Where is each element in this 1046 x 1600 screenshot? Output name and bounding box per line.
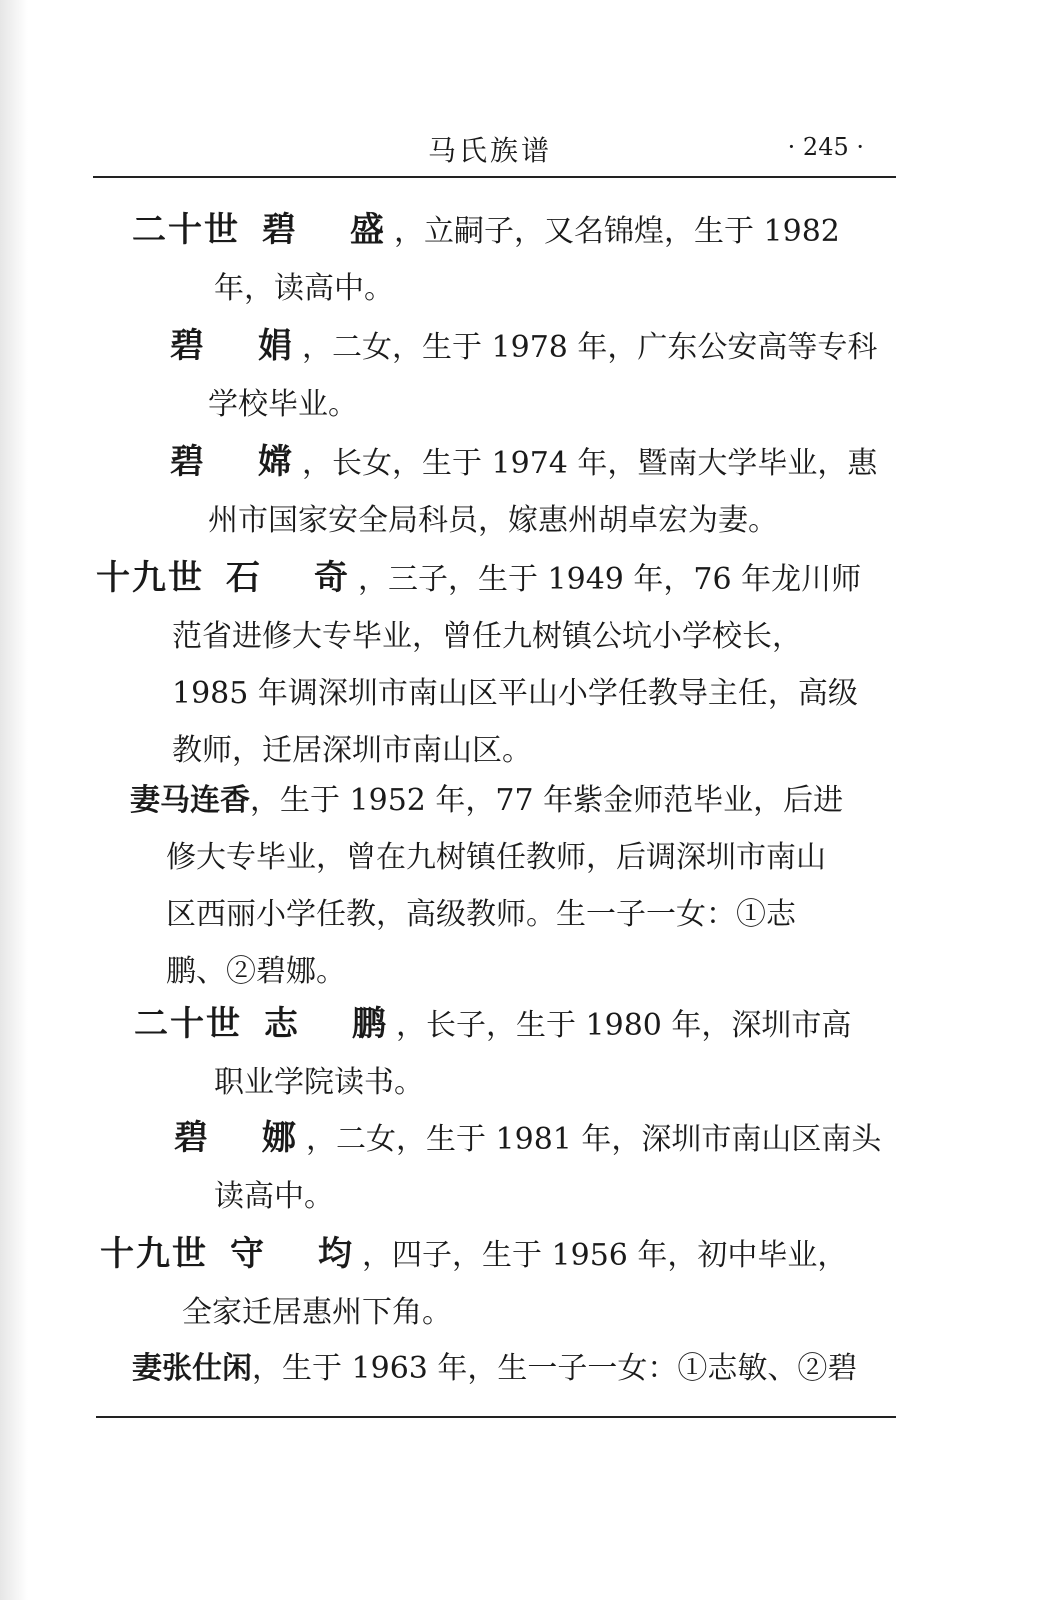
running-header: [96, 125, 896, 175]
person-name: 守 均: [230, 1234, 362, 1274]
generation-label: 二十世: [132, 210, 240, 250]
entry-text: ，二女，生于 1978 年，广东公安高等专科: [302, 330, 878, 365]
person-name: 碧 娜: [174, 1118, 306, 1158]
entry-text: ，四子，生于 1956 年，初中毕业，: [362, 1238, 848, 1273]
person-name: 碧 娟: [170, 326, 302, 366]
spouse-entry: [132, 1340, 896, 1397]
entry-text-continued: 鹏、②碧娜。: [166, 954, 346, 989]
entry-text-continued: 学校毕业。: [208, 387, 358, 422]
entry-text: ，长子，生于 1980 年，深圳市高: [396, 1008, 852, 1043]
entry-text: ，长女，生于 1974 年，暨南大学毕业，惠: [302, 446, 878, 481]
spouse-name: 妻马连香: [130, 783, 250, 818]
person-name: 石 奇: [226, 558, 358, 598]
entry-text-continued: 教师，迁居深圳市南山区。: [172, 733, 532, 768]
entry-text: ，立嗣子，又名锦煌，生于 1982: [394, 214, 840, 249]
generation-label: 十九世: [96, 558, 204, 598]
person-name: 碧 嫦: [170, 442, 302, 482]
person-name: 碧 盛: [262, 210, 394, 250]
genealogy-entry: [96, 550, 896, 779]
entry-text: ，三子，生于 1949 年，76 年龙川师: [358, 562, 862, 597]
entry-text-continued: 州市国家安全局科员，嫁惠州胡卓宏为妻。: [208, 503, 778, 538]
spouse-entry: [130, 772, 896, 1000]
entry-text-continued: 修大专毕业，曾在九树镇任教师，后调深圳市南山: [166, 840, 826, 875]
generation-label: 十九世: [100, 1234, 208, 1274]
genealogy-entry: [132, 202, 896, 317]
entry-text-continued: 区西丽小学任教，高级教师。生一子一女：①志: [166, 897, 796, 932]
person-name: 志 鹏: [264, 1004, 396, 1044]
genealogy-entry: [174, 1110, 896, 1225]
spouse-name: 妻张仕闲: [132, 1351, 252, 1386]
page-edge-shadow: [0, 0, 28, 1600]
entry-text-continued: 职业学院读书。: [214, 1065, 424, 1100]
page-number: · 245 ·: [787, 133, 864, 161]
entry-text: ，生于 1952 年，77 年紫金师范毕业，后进: [250, 783, 844, 818]
entry-text-continued: 范省进修大专毕业，曾任九树镇公坑小学校长，: [172, 619, 802, 654]
entry-text: ，生于 1963 年，生一子一女：①志敏、②碧: [252, 1351, 858, 1386]
entry-text-continued: 全家迁居惠州下角。: [182, 1295, 452, 1330]
entry-text-continued: 读高中。: [214, 1179, 334, 1214]
entry-text-continued: 年，读高中。: [214, 271, 394, 306]
genealogy-entry: [100, 1226, 896, 1341]
generation-label: 二十世: [134, 1004, 242, 1044]
genealogy-entry: [134, 996, 896, 1111]
book-title: 马氏族谱: [428, 134, 553, 167]
genealogy-entry: [170, 434, 896, 549]
entry-text-continued: 1985 年调深圳市南山区平山小学任教导主任，高级: [172, 676, 858, 711]
header-rule: [93, 176, 896, 178]
footer-rule: [96, 1416, 896, 1418]
genealogy-entry: [170, 318, 896, 433]
entry-text: ，二女，生于 1981 年，深圳市南山区南头: [306, 1122, 882, 1157]
